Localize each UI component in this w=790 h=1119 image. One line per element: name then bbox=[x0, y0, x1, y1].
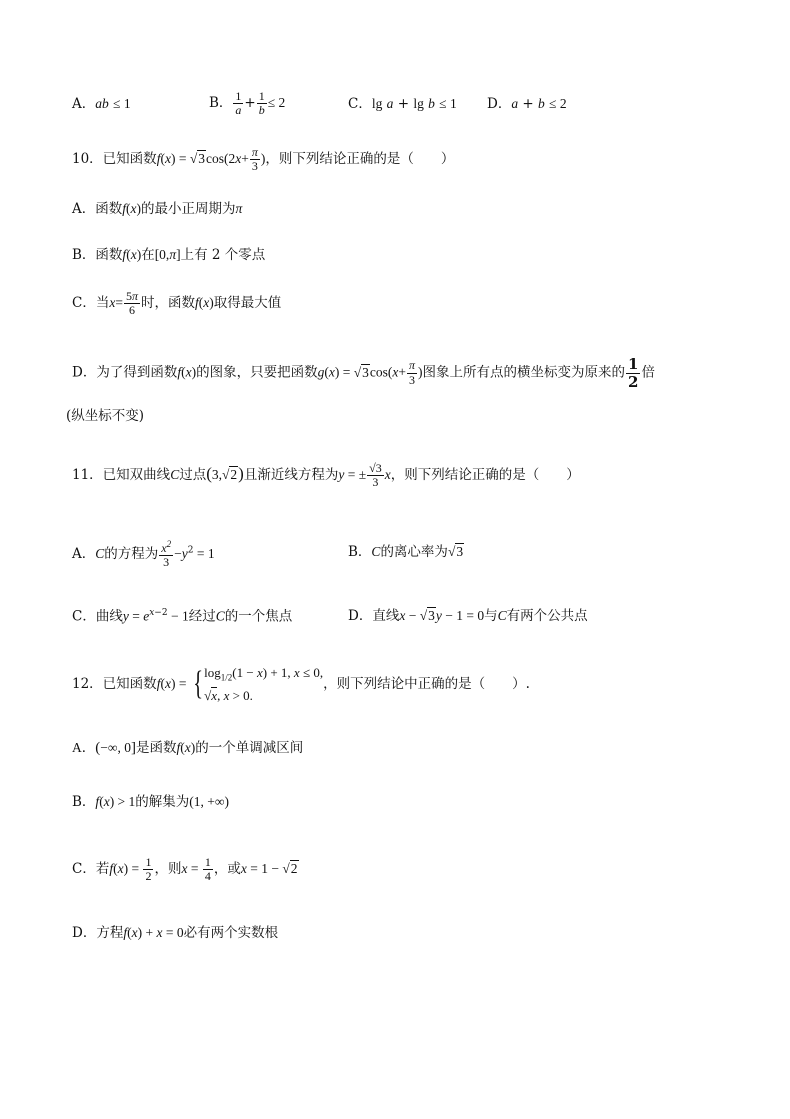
q12-c-text: C．若 bbox=[72, 861, 110, 878]
q9-option-b: B． $\frac{1}{a}$ + $\frac{1}{b}$ ≤ 2 bbox=[209, 89, 286, 118]
q12-b-text: B． bbox=[72, 794, 96, 810]
q12-stem: 12．已知函数f(x) = { $\log_{1/2}(1 - x) + 1$, x ≤ 0, √x, x > 0. ，则下列结论中正确的是（ ）. bbox=[72, 665, 530, 703]
q10-c-text-3: 取得最大值 bbox=[213, 295, 282, 312]
q10-b-text-3: 上有 2 个零点 bbox=[180, 247, 266, 263]
q12-option-c: C．若f(x) = $\frac{1}{2}$ ，则x = $\frac{1}{4}$ ，或x = 1 − √2 bbox=[72, 855, 298, 884]
q10-number: 10．已知函数 bbox=[72, 151, 157, 168]
q11-option-b: B．C的离心率为√3 bbox=[348, 544, 464, 560]
q11-c-text-3: 的一个焦点 bbox=[224, 608, 293, 625]
q9-option-c-label: C． bbox=[348, 96, 372, 112]
q11-number: 11．已知双曲线 bbox=[72, 467, 171, 484]
q10-stem: 10．已知函数f(x) = √3cos(2x+ $\frac{\pi}{3}$ )，则下列结论正确的是（ ） bbox=[72, 145, 455, 174]
q10-question-tail: ，则下列结论正确的是（ ） bbox=[265, 151, 455, 168]
q10-option-d: D．为了得到函数f(x)的图象，只要把函数g(x) = √3cos(x+ $\frac{\pi}{3}$ )图象上所有点的横坐标变为原来的 $\frac{1}{2}$ 倍 bbox=[72, 355, 655, 391]
q10-d-text-4: 倍 bbox=[641, 364, 655, 381]
q10-d-text-2: 的图象，只要把函数 bbox=[196, 364, 318, 381]
q11-text-1: 过点 bbox=[179, 467, 207, 484]
q10-option-b: B．函数f(x)在[0,π]上有 2 个零点 bbox=[72, 247, 266, 263]
q10-option-a: A．函数f(x)的最小正周期为π bbox=[72, 201, 243, 217]
q11-text-2: 且渐近线方程为 bbox=[243, 467, 339, 484]
q11-c-text-2: 经过 bbox=[188, 608, 216, 625]
q11-stem: 11．已知双曲线C过点(3,√2)且渐近线方程为y = ± $\frac{√3}{3}$ x，则下列结论正确的是（ ） bbox=[72, 461, 580, 490]
q11-a-text-2: 的方程为 bbox=[104, 546, 159, 563]
q12-a-text: 是函数 bbox=[136, 740, 177, 756]
q10-d-text-3: 图象上所有点的横坐标变为原来的 bbox=[422, 364, 626, 381]
q11-a-text: A． bbox=[72, 546, 96, 563]
q10-b-text-2: 在 bbox=[141, 247, 155, 263]
q11-option-d: D．直线x − √3y − 1 = 0与C有两个公共点 bbox=[348, 608, 588, 624]
q11-option-c: C．曲线$y = e^{x-2} - 1$经过C的一个焦点 bbox=[72, 608, 293, 625]
q12-a-text-2: 的一个单调减区间 bbox=[195, 740, 304, 756]
q10-c-text: C．当 bbox=[72, 295, 110, 312]
q10-d-text: D．为了得到函数 bbox=[72, 364, 178, 381]
q9-option-a-label: A． bbox=[72, 96, 96, 112]
q11-c-text: C．曲线 bbox=[72, 608, 123, 625]
q12-c-text-3: ，或 bbox=[213, 861, 241, 878]
q10-a-text: A．函数 bbox=[72, 201, 123, 217]
q11-d-text-3: 有两个公共点 bbox=[506, 608, 588, 624]
q12-b-text-2: 的解集为 bbox=[135, 794, 190, 810]
q11-question-tail: ，则下列结论正确的是（ ） bbox=[390, 467, 580, 484]
q9-option-c: C．lg a + lg b ≤ 1 bbox=[348, 96, 457, 112]
q11-d-text: D．直线 bbox=[348, 608, 400, 624]
q11-b-text-2: 的离心率为 bbox=[380, 544, 448, 560]
q12-option-d: D．方程f(x) + x = 0必有两个实数根 bbox=[72, 925, 279, 941]
q11-b-text: B． bbox=[348, 544, 372, 560]
q11-d-text-2: 与 bbox=[484, 608, 498, 624]
q12-d-text: D．方程 bbox=[72, 925, 124, 941]
q9-option-a: A．ab ≤ 1 bbox=[72, 96, 131, 112]
q12-option-b: B．f(x) > 1的解集为(1, +∞) bbox=[72, 794, 230, 810]
q10-b-text: B．函数 bbox=[72, 247, 123, 263]
q9-option-d-label: D． bbox=[487, 96, 512, 112]
q12-option-a: A．(−∞, 0]是函数f(x)的一个单调减区间 bbox=[72, 740, 304, 756]
q9-option-b-label: B． bbox=[209, 95, 233, 112]
q10-a-text-2: 的最小正周期为 bbox=[141, 201, 236, 217]
q12-d-text-2: 必有两个实数根 bbox=[183, 925, 279, 941]
q12-c-text-2: ，则 bbox=[154, 861, 182, 878]
q12-question-tail: ，则下列结论中正确的是（ ）. bbox=[323, 675, 530, 692]
q10-c-text-2: 时，函数 bbox=[140, 295, 195, 312]
q9-option-d: D．a + b ≤ 2 bbox=[487, 96, 567, 112]
q11-option-a: A．C的方程为 $\frac{x^2}{3}$ $-y^2 = 1$ bbox=[72, 539, 215, 570]
q10-d-text-5: (纵坐标不变) bbox=[66, 408, 145, 424]
q12-number: 12．已知函数 bbox=[72, 675, 157, 692]
q10-option-c: C．当x= $\frac{5\pi}{6}$ 时，函数f(x)取得最大值 bbox=[72, 289, 282, 318]
q10-option-d-line2 bbox=[66, 410, 144, 424]
